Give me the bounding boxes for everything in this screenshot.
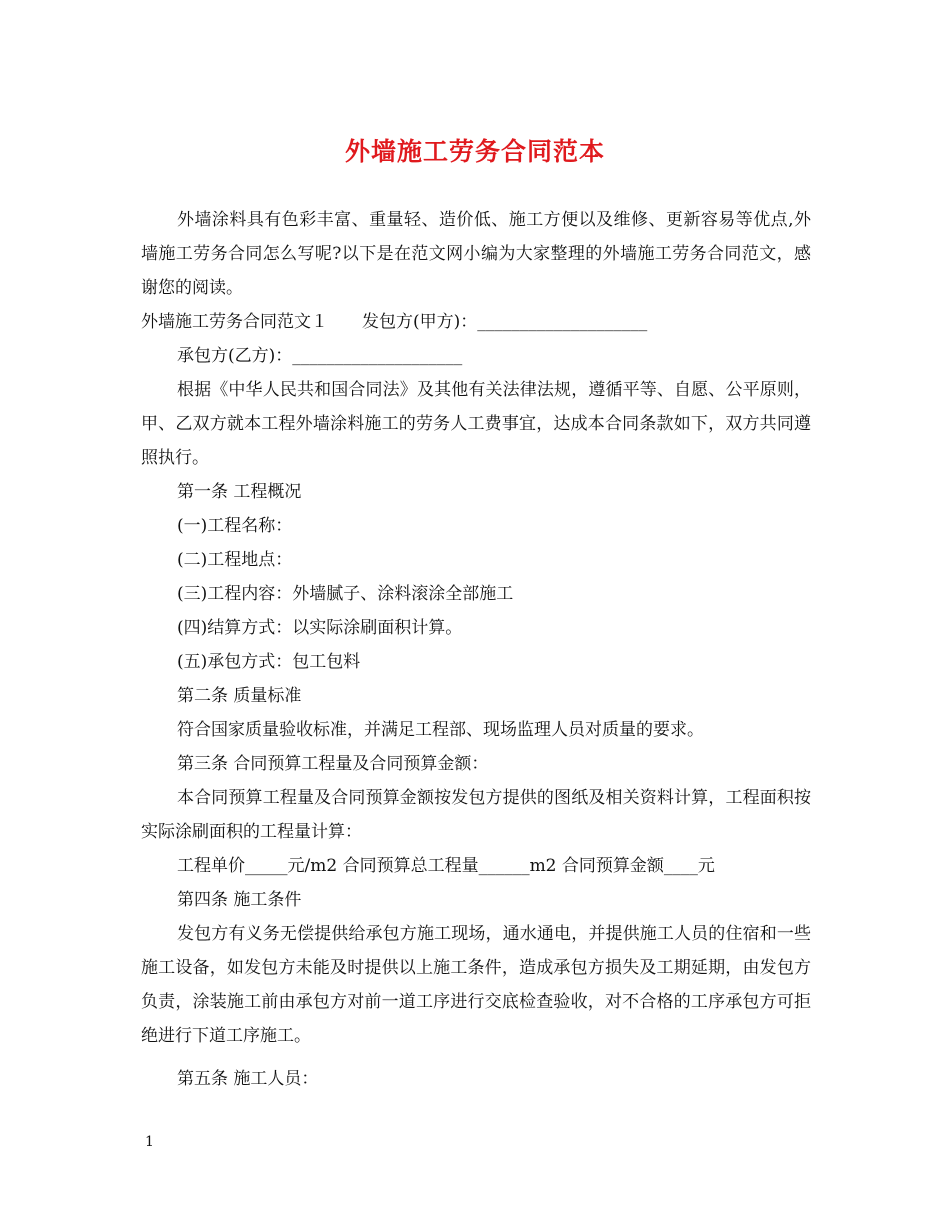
article-1-heading: 第一条 工程概况 [177,482,302,502]
article-5-heading: 第五条 施工人员： [177,1069,319,1089]
budget-paragraph: 本合同预算工程量及合同预算金额按发包方提供的图纸及相关资料计算，工程面积按实际涂刷面积的工程量计算： [141,788,811,842]
contract-method-line: (五)承包方式：包工包料 [177,652,361,672]
project-location-line: (二)工程地点： [177,550,293,570]
article-4-heading: 第四条 施工条件 [177,890,302,910]
quality-standard-paragraph: 符合国家质量验收标准，并满足工程部、现场监理人员对质量的要求。 [177,720,704,740]
document-body [141,203,811,1096]
page-number: 1 [145,1134,154,1150]
article-3-heading: 第三条 合同预算工程量及合同预算金额： [177,754,489,774]
contract-party-a-line: 外墙施工劳务合同范文１ 发包方(甲方)：____________________ [141,312,648,332]
project-name-line: (一)工程名称： [177,516,293,536]
intro-paragraph: 外墙涂料具有色彩丰富、重量轻、造价低、施工方便以及维修、更新容易等优点,外墙施工劳务合同怎么写呢?以下是在范文网小编为大家整理的外墙施工劳务合同范文，感谢您的阅读。 [141,210,811,298]
contract-party-b-line: 承包方(乙方)：____________________ [177,346,463,366]
unit-price-line: 工程单价_____元/m2 合同预算总工程量______m2 合同预算金额____元 [177,856,715,876]
preamble-paragraph: 根据《中华人民共和国合同法》及其他有关法律法规，遵循平等、自愿、公平原则，甲、乙双方就本工程外墙涂料施工的劳务人工费事宜，达成本合同条款如下，双方共同遵照执行。 [141,380,811,468]
document-title: 外墙施工劳务合同范本 [344,137,605,166]
settlement-method-line: (四)结算方式：以实际涂刷面积计算。 [177,618,463,638]
construction-conditions-paragraph: 发包方有义务无偿提供给承包方施工现场，通水通电，并提供施工人员的住宿和一些施工设备，如发包方未能及时提供以上施工条件，造成承包方损失及工期延期，由发包方负责，涂装施工前由承包方对前一道工序进行交底检查验收，对不合格的工序承包方可拒绝进行下道工序施工。 [141,924,811,1046]
article-2-heading: 第二条 质量标准 [177,686,302,706]
project-content-line: (三)工程内容：外墙腻子、涂料滚涂全部施工 [177,584,514,604]
